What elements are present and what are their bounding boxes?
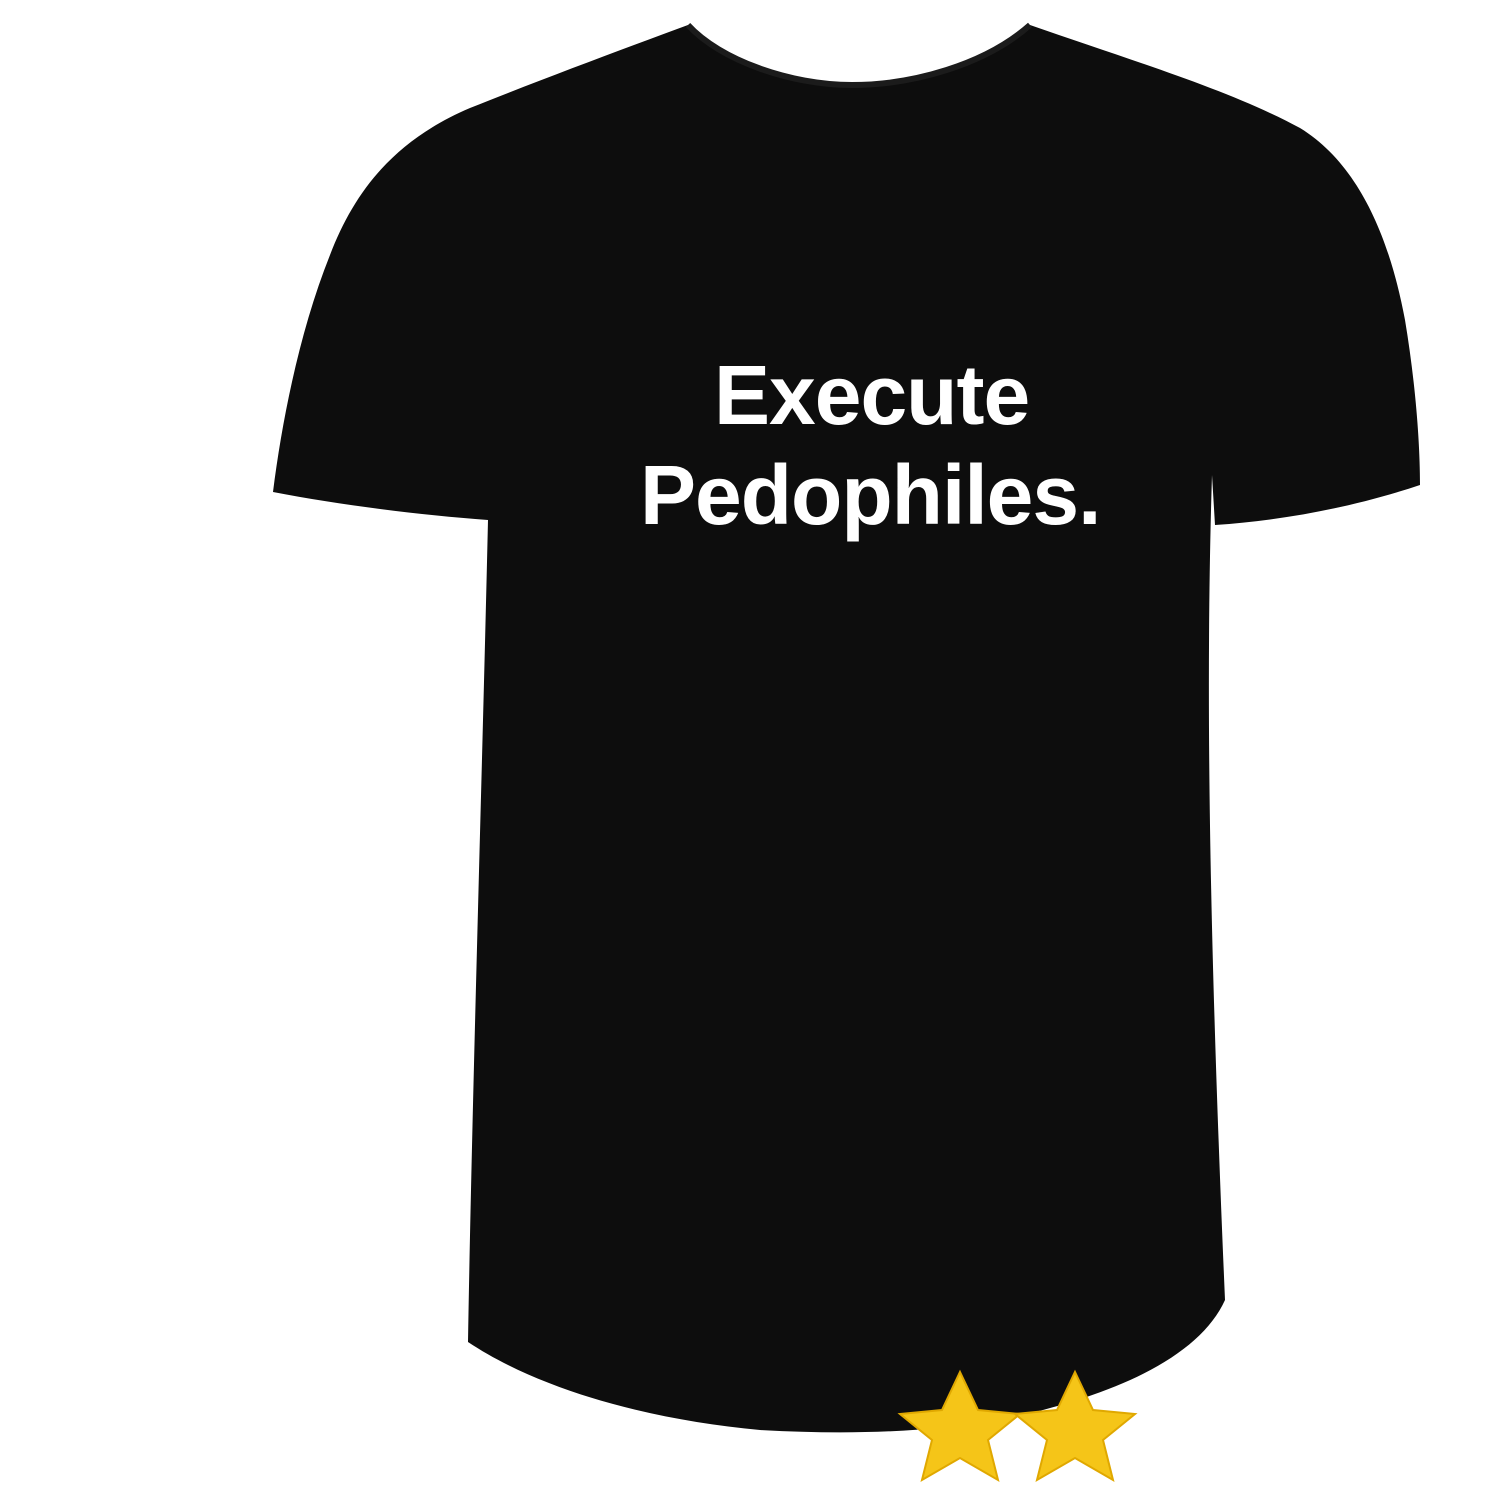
print-line-1: Execute (714, 348, 1030, 442)
shirt-print-text (640, 345, 1160, 545)
print-line-2: Pedophiles. (640, 448, 1101, 542)
t-shirt-body (273, 25, 1420, 1432)
